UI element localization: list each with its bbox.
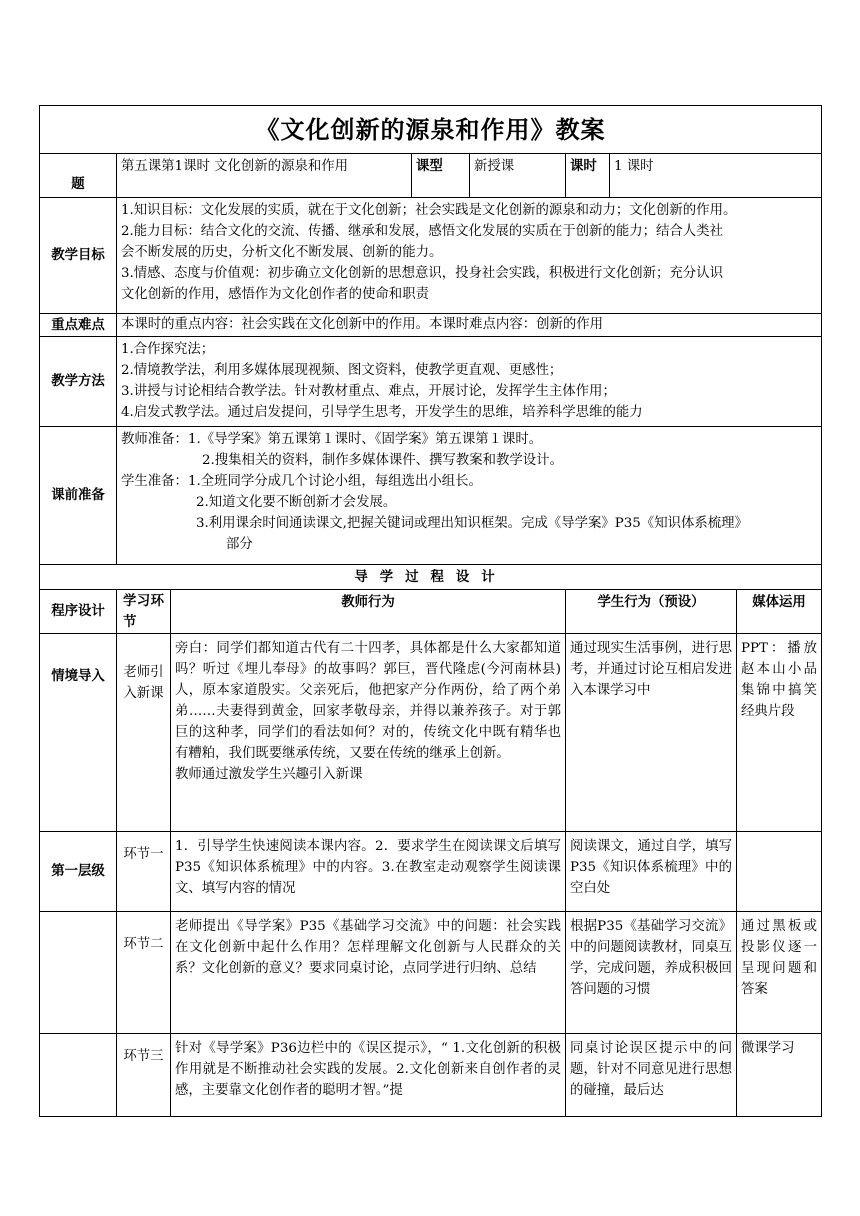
- row-link: 老师引入新课: [117, 634, 171, 832]
- row-teacher: 针对《导学案》P36边栏中的《误区提示》，“ 1.文化创新的积极作用就是不断推动社会实践的发展。2.文化创新来自创作者的灵感，主要靠文化创作者的聪明才智。”提: [171, 1034, 566, 1117]
- keypoints-label: 重点难点: [40, 314, 117, 337]
- row-link: 环节一: [117, 832, 171, 912]
- keypoints-content: 本课时的重点内容：社会实践在文化创新中的作用。本课时难点内容：创新的作用: [117, 314, 822, 337]
- topic-label: 题: [40, 154, 117, 198]
- topic-value: 第五课第1课时 文化创新的源泉和作用: [117, 154, 412, 198]
- teacher-extra: 教师通过激发学生兴趣引入新课: [175, 767, 363, 782]
- prep-line: 2.搜集相关的资料，制作多媒体课件、撰写教案和教学设计。: [202, 453, 563, 468]
- col-student-header: 学生行为（预设）: [566, 590, 737, 634]
- row-program: [40, 912, 117, 1034]
- col-media-header: 媒体运用: [737, 590, 822, 634]
- goal-line: 会不断发展的历史，分析文化不断发展、创新的能力。: [121, 245, 443, 260]
- type-label: 课型: [412, 154, 470, 198]
- goals-content: [117, 198, 822, 314]
- row-media: PPT：播放赵本山小品集锦中搞笑经典片段: [737, 634, 822, 832]
- type-value: 新授课: [470, 154, 566, 198]
- row-student: 通过现实生活事例，进行思考，并通过讨论互相启发进入本课学习中: [566, 634, 737, 832]
- prep-line: 学生准备：1.全班同学分成几个讨论小组，每组选出小组长。: [121, 474, 482, 489]
- lesson-plan-table: [39, 105, 822, 1117]
- row-student: 同桌讨论误区提示中的问题，针对不同意见进行思想的碰撞，最后达: [566, 1034, 737, 1117]
- section-title: 导学过程设计: [40, 565, 822, 590]
- col-program-header: 程序设计: [40, 590, 117, 634]
- goal-line: 1.知识目标：文化发展的实质，就在于文化创新；社会实践是文化创新的源泉和动力；文化创新的作用。: [121, 203, 737, 218]
- row-teacher: 1．引导学生快速阅读本课内容。2．要求学生在阅读课文后填写P35《知识体系梳理》中的内容。3.在教室走动观察学生阅读课文、填写内容的情况: [171, 832, 566, 912]
- hours-value: 1 课时: [610, 154, 822, 198]
- row-student: 根据P35《基础学习交流》中的问题阅读教材，同桌互学，完成问题，养成积极回答问题的习惯: [566, 912, 737, 1034]
- row-media: 微课学习: [737, 1034, 822, 1117]
- hours-label: 课时: [566, 154, 610, 198]
- goal-line: 文化创新的作用，感悟作为文化创作者的使命和职责: [121, 287, 429, 302]
- method-line: 3.讲授与讨论相结合教学法。针对教材重点、难点，开展讨论，发挥学生主体作用；: [121, 384, 616, 399]
- goals-label: 教学目标: [40, 198, 117, 314]
- row-media: 通过黑板或投影仪逐一呈现问题和答案: [737, 912, 822, 1034]
- row-program: 第一层级: [40, 832, 117, 912]
- methods-content: [117, 337, 822, 427]
- row-program: 情境导入: [40, 634, 117, 832]
- method-line: 2.情境教学法，利用多媒体展现视频、图文资料，使教学更直观、更感性；: [121, 363, 563, 378]
- row-teacher: 老师提出《导学案》P35《基础学习交流》中的问题：社会实践在文化创新中起什么作用？怎样理解文化创新与人民群众的关系？文化创新的意义？要求同桌讨论，点同学进行归纳、总结: [171, 912, 566, 1034]
- method-line: 1.合作探究法；: [121, 342, 215, 357]
- row-media: [737, 832, 822, 912]
- document-title: 《文化创新的源泉和作用》教案: [40, 106, 822, 154]
- goal-line: 3.情感、态度与价值观：初步确立文化创新的思想意识，投身社会实践，积极进行文化创新；充分认识: [121, 266, 723, 281]
- prep-line: 部分: [226, 537, 253, 552]
- col-link-header: 学习环节: [117, 590, 171, 634]
- prep-line: 2.知道文化要不断创新才会发展。: [196, 495, 397, 510]
- prep-content: [117, 427, 822, 565]
- row-program: [40, 1034, 117, 1117]
- methods-label: 教学方法: [40, 337, 117, 427]
- goal-line: 2.能力目标：结合文化的交流、传播、继承和发展，感悟文化发展的实质在于创新的能力；结合人类社: [121, 224, 723, 239]
- col-teacher-header: 教师行为: [171, 590, 566, 634]
- prep-line: 3.利用课余时间通读课文,把握关键词或理出知识框架。完成《导学案》P35《知识体系梳理》: [196, 516, 748, 531]
- row-link: 环节三: [117, 1034, 171, 1117]
- prep-line: 教师准备：1.《导学案》第五课第１课时、《固学案》第五课第１课时。: [121, 432, 543, 447]
- teacher-text: 旁白：同学们都知道古代有二十四孝，具体都是什么大家都知道吗？听过《埋儿奉母》的故事吗？郭巨，晋代隆虑(今河南林县)人，原本家道殷实。父亲死后，他把家产分作两份，给了两个弟弟……夫妻得到黄金，回家孝敬母亲，并得以兼养孩子。对于郭巨的这种孝，同学们的看法如何？对的，传统文化中既有精华也有糟粕，我们既要继承传统，又要在传统的继承上创新。: [175, 641, 561, 761]
- prep-label: 课前准备: [40, 427, 117, 565]
- row-student: 阅读课文，通过自学，填写P35《知识体系梳理》中的空白处: [566, 832, 737, 912]
- method-line: 4.启发式教学法。通过启发提问，引导学生思考，开发学生的思维，培养科学思维的能力: [121, 405, 643, 420]
- row-link: 环节二: [117, 912, 171, 1034]
- row-teacher: [171, 634, 566, 832]
